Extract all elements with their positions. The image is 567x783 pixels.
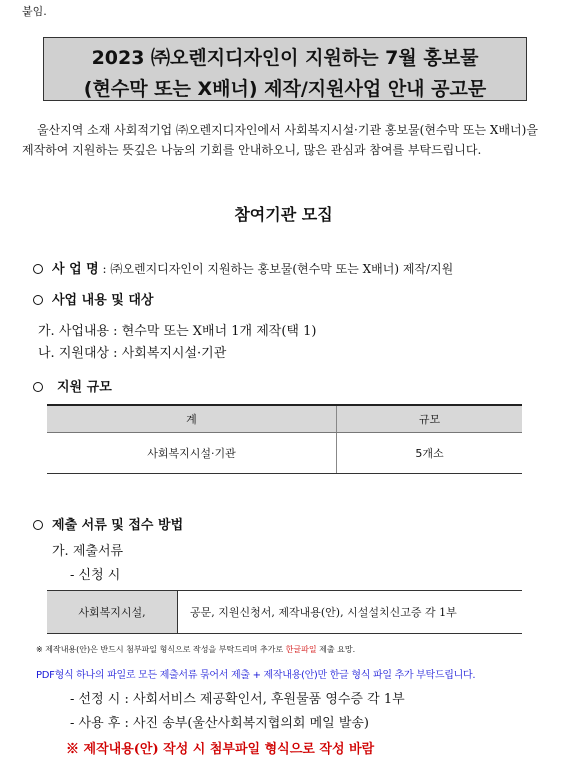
- submit-heading-row: [33, 514, 183, 533]
- after-item: - 선정 시 : 사회서비스 제공확인서, 후원물품 영수증 각 1부: [70, 692, 405, 707]
- table-header-cell: 계: [47, 405, 337, 433]
- table-cell: 5개소: [337, 433, 523, 474]
- table-cell-key: 사회복지시설,: [47, 591, 178, 634]
- apply-label: - 신청 시: [70, 568, 121, 583]
- business-name-value: ㈜오렌지디자인이 지원하는 홍보물(현수막 또는 X배너) 제작/지원: [110, 262, 454, 276]
- table-header-cell: 규모: [337, 405, 523, 433]
- submit-sub-heading: 가. 제출서류: [52, 544, 124, 559]
- circle-bullet-icon: [33, 295, 43, 305]
- note-suffix: 제출 요망.: [316, 645, 356, 654]
- title-line-1: 2023 ㈜오렌지디자인이 지원하는 7월 홍보물: [91, 47, 479, 69]
- circle-bullet-icon: [33, 264, 43, 274]
- circle-bullet-icon: [33, 520, 43, 530]
- note-highlight: 한글파일: [285, 645, 317, 654]
- title-box: [43, 37, 527, 101]
- submit-heading: 제출 서류 및 접수 방법: [52, 518, 184, 533]
- scale-heading-row: [33, 376, 112, 395]
- table-cell: 사회복지시설·기관: [47, 433, 337, 474]
- note-prefix: ※ 제작내용(안)은 반드시 첨부파일 형식으로 작성을 부탁드리며 추가로: [36, 645, 286, 654]
- intro-paragraph: 울산지역 소재 사회적기업 ㈜오렌지디자인에서 사회복지시설·기관 홍보물(현수막 또는 X배너)을 제작하여 지원하는 뜻깊은 나눔의 기회를 안내하오니, 많은 관심과 참여를 부탁드립니다.: [22, 123, 538, 157]
- content-item: 나. 지원대상 : 사회복지시설·기관: [38, 346, 227, 361]
- content-heading: 사업 내용 및 대상: [52, 293, 154, 308]
- business-name-row: [33, 258, 453, 277]
- blue-notice: PDF형식 하나의 파일로 모든 제출서류 묶어서 제출 + 제작내용(안)만 한글 형식 파일 추가 부탁드립니다.: [36, 670, 476, 681]
- content-item: 가. 사업내용 : 현수막 또는 X배너 1개 제작(택 1): [38, 324, 317, 339]
- note-line: [36, 644, 355, 655]
- after-item: - 사용 후 : 사진 송부(울산사회복지협의회 메일 발송): [70, 716, 370, 731]
- scale-heading: 지원 규모: [57, 380, 112, 395]
- section-title: 참여기관 모집: [234, 205, 333, 224]
- document-table: [47, 590, 522, 634]
- business-name-sep: :: [98, 262, 111, 276]
- scale-table: [47, 404, 522, 474]
- business-name-label: 사 업 명: [52, 262, 99, 277]
- title-line-2: (현수막 또는 X배너) 제작/지원사업 안내 공고문: [83, 78, 487, 100]
- attachment-label: 붙임.: [22, 5, 47, 18]
- table-cell-value: 공문, 지원신청서, 제작내용(안), 시설설치신고증 각 1부: [178, 591, 523, 634]
- table-row: [47, 433, 522, 474]
- red-note: ※ 제작내용(안) 작성 시 첨부파일 형식으로 작성 바람: [66, 742, 375, 757]
- content-heading-row: [33, 289, 153, 308]
- table-header-row: [47, 405, 522, 433]
- circle-bullet-icon: [33, 382, 43, 392]
- table-row: [47, 591, 522, 634]
